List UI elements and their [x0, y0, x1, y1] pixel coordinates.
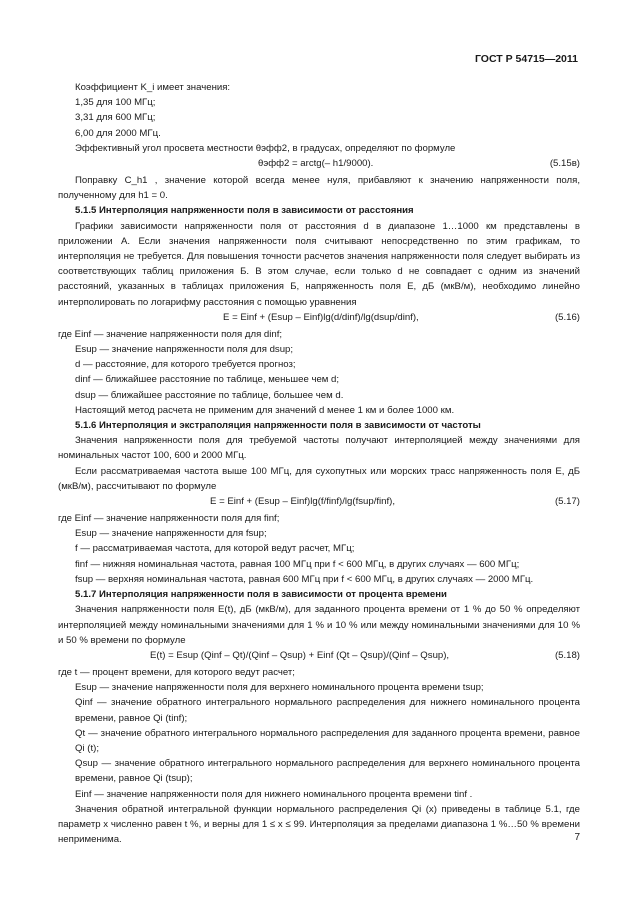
equation-number: (5.17) [554, 496, 580, 508]
where-item: fsup — верхняя номинальная частота, равная 600 МГц при f < 600 МГц, в других случаях — 2000 МГц. [75, 573, 534, 585]
section-5-1-5-title: 5.1.5 Интерполяция напряженности поля в зависимости от расстояния [75, 205, 414, 217]
where-item: Qinf — значение обратного интегрального нормального распределения для нижнего номинального процента времени, равное Qi (tinf); [75, 697, 580, 724]
section-5-1-6-body-1: Значения напряженности поля для требуемой частоты получают интерполяцией между значениями для номинальных частот 100, 600 и 2000 МГц. [58, 435, 580, 462]
where-item: d — расстояние, для которого требуется прогноз; [75, 359, 296, 371]
equation-5-16 [58, 310, 580, 327]
equation-formula: E = Einf + (Esup – Einf)lg(d/dinf)/lg(dsup/dinf), [223, 311, 419, 323]
equation-5-15v [58, 156, 580, 173]
section-5-1-6-body-2: Если рассматриваемая частота выше 100 МГц, для сухопутных или морских трасс напряженность поля E, дБ (мкВ/м), рассчитывают по формуле [58, 465, 580, 492]
section-5-1-6-title: 5.1.6 Интерполяция и экстраполяция напряженности поля в зависимости от частоты [75, 420, 481, 432]
equation-formula: E = Einf + (Esup – Einf)lg(f/finf)/lg(fsup/finf), [210, 496, 396, 508]
where-item: где t — процент времени, для которого ведут расчет; [58, 666, 295, 678]
where-item: Qt — значение обратного интегрального нормального распределения для заданного процента времени, равное Qi (t); [75, 727, 580, 754]
section-5-1-5-body: Графики зависимости напряженности поля от расстояния d в диапазоне 1…1000 км представлены в приложении А. Если значения напряженности поля считывают непосредственно по этим графикам, то интерполяция не требуется. Для повышения точности расчетов значения напряженности поля следует выбирать из соответствующих таблиц приложения Б. В этом случае, если только d не совпадает с одним из значений расстояний, указанных в таблицах приложения Б, напряженность поля E, дБ (мкВ/м), необходимо линейно интерполировать по логарифму расстояния с помощью уравнения [58, 220, 580, 308]
document-header: ГОСТ Р 54715—2011 [474, 53, 578, 65]
k-value-3: 6,00 для 2000 МГц. [75, 127, 161, 139]
k-value-1: 1,35 для 100 МГц; [75, 97, 156, 109]
page-number: 7 [574, 832, 580, 843]
equation-number: (5.16) [554, 311, 580, 323]
equation-5-18 [58, 648, 580, 665]
where-item: Qsup — значение обратного интегрального нормального распределения для верхнего номинального процента времени, равное Qi (tsup); [75, 758, 580, 785]
where-item: где Einf — значение напряженности поля для dinf; [58, 328, 283, 340]
equation-number: (5.15в) [549, 158, 580, 170]
where-item: finf — нижняя номинальная частота, равная 100 МГц при f < 600 МГц, в других случаях — 600 МГц; [75, 558, 520, 570]
where-item: Esup — значение напряженности поля для dsup; [75, 344, 294, 356]
method-note: Настоящий метод расчета не применим для значений d менее 1 км и более 1000 км. [75, 404, 455, 416]
closing-paragraph: Значения обратной интегральной функции нормального распределения Qi (x) приведены в таблице 5.1, где параметр x численно равен t %, и верны для 1 ≤ x ≤ 99. Интерполяция за пределами диапазона 1 %…50 % времени неприменима. [58, 803, 580, 846]
correction-paragraph: Поправку C_h1 , значение которой всегда менее нуля, прибавляют к значению напряженности поля, полученному для h1 = 0. [58, 175, 580, 202]
equation-number: (5.18) [554, 649, 580, 661]
where-item: где Einf — значение напряженности поля для finf; [58, 513, 280, 525]
equation-5-17 [58, 494, 580, 511]
where-item: Einf — значение напряженности поля для нижнего номинального процента времени tinf . [75, 788, 473, 800]
k-line: Коэффициент K_i имеет значения: [75, 82, 231, 93]
section-5-1-7-title: 5.1.7 Интерполяция напряженности поля в зависимости от процента времени [75, 589, 447, 601]
where-item: Esup — значение напряженности для fsup; [75, 528, 267, 540]
page-content [58, 80, 580, 847]
where-item: dsup — ближайшее расстояние по таблице, большее чем d. [75, 389, 344, 401]
where-item: Esup — значение напряженности поля для верхнего номинального процента времени tsup; [75, 682, 484, 694]
k-value-2: 3,31 для 600 МГц; [75, 112, 156, 124]
equation-formula: θэфф2 = arctg(– h1/9000). [258, 158, 374, 170]
where-item: f — рассматриваемая частота, для которой ведут расчет, МГц; [75, 543, 355, 555]
section-5-1-7-body: Значения напряженности поля E(t), дБ (мкВ/м), для заданного процента времени от 1 % до 50 % определяют интерполяцией между номинальными значениями для 1 % и 10 % или между номинальными значениями для 10 % и 50 % времени по формуле [58, 604, 580, 646]
equation-formula: E(t) = Esup (Qinf – Qt)/(Qinf – Qsup) + Einf (Qt – Qsup)/(Qinf – Qsup), [150, 649, 450, 661]
angle-text: Эффективный угол просвета местности θэфф2, в градусах, определяют по формуле [75, 142, 456, 154]
where-item: dinf — ближайшее расстояние по таблице, меньшее чем d; [75, 374, 340, 386]
